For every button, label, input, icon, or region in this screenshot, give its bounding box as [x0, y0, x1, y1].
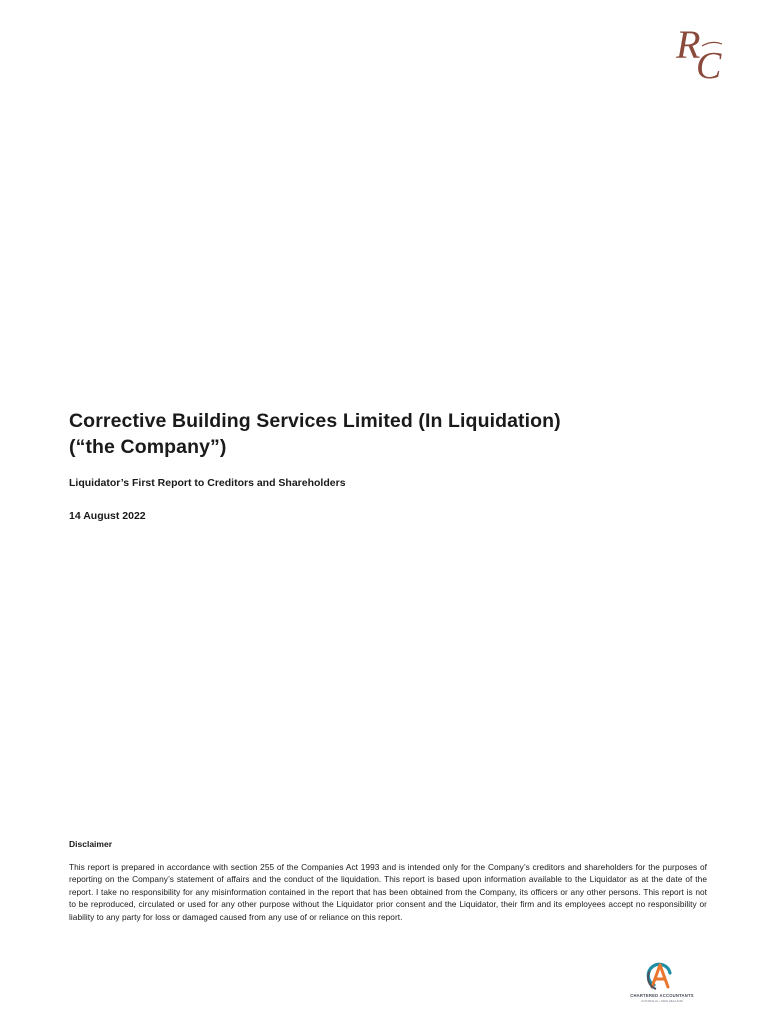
svg-text:C: C	[696, 45, 722, 82]
report-subtitle: Liquidator’s First Report to Creditors and Shareholders	[69, 477, 346, 489]
report-date: 14 August 2022	[69, 510, 146, 522]
disclaimer-heading: Disclaimer	[69, 839, 112, 849]
document-title	[69, 408, 709, 460]
title-line-1: Corrective Building Services Limited (In Liquidation)	[69, 410, 561, 432]
svg-text:R: R	[676, 22, 701, 67]
title-line-2: (“the Company”)	[69, 436, 227, 458]
disclaimer-body: This report is prepared in accordance with section 255 of the Companies Act 1993 and is intended only for the Company’s creditors and shareholders for the purposes of reporting on the Company’s statement of affairs and the conduct of the liquidation. This report is based upon information available to the Liquidator as at the date of the report. I take no responsibility for any misinformation contained in the report that has been obtained from the Company, its officers or any other persons. This report is not to be reproduced, circulated or used for any other purpose without the Liquidator prior consent and the Liquidator, their firm and its employees accept no responsibility or liability to any party for loss or damaged caused from any use of or reliance on this report.	[69, 862, 707, 922]
rc-monogram-logo-icon	[672, 22, 738, 82]
ca-logo-subtext: AUSTRALIA + NEW ZEALAND	[641, 999, 683, 1003]
ca-logo-text: CHARTERED ACCOUNTANTS	[630, 993, 694, 998]
